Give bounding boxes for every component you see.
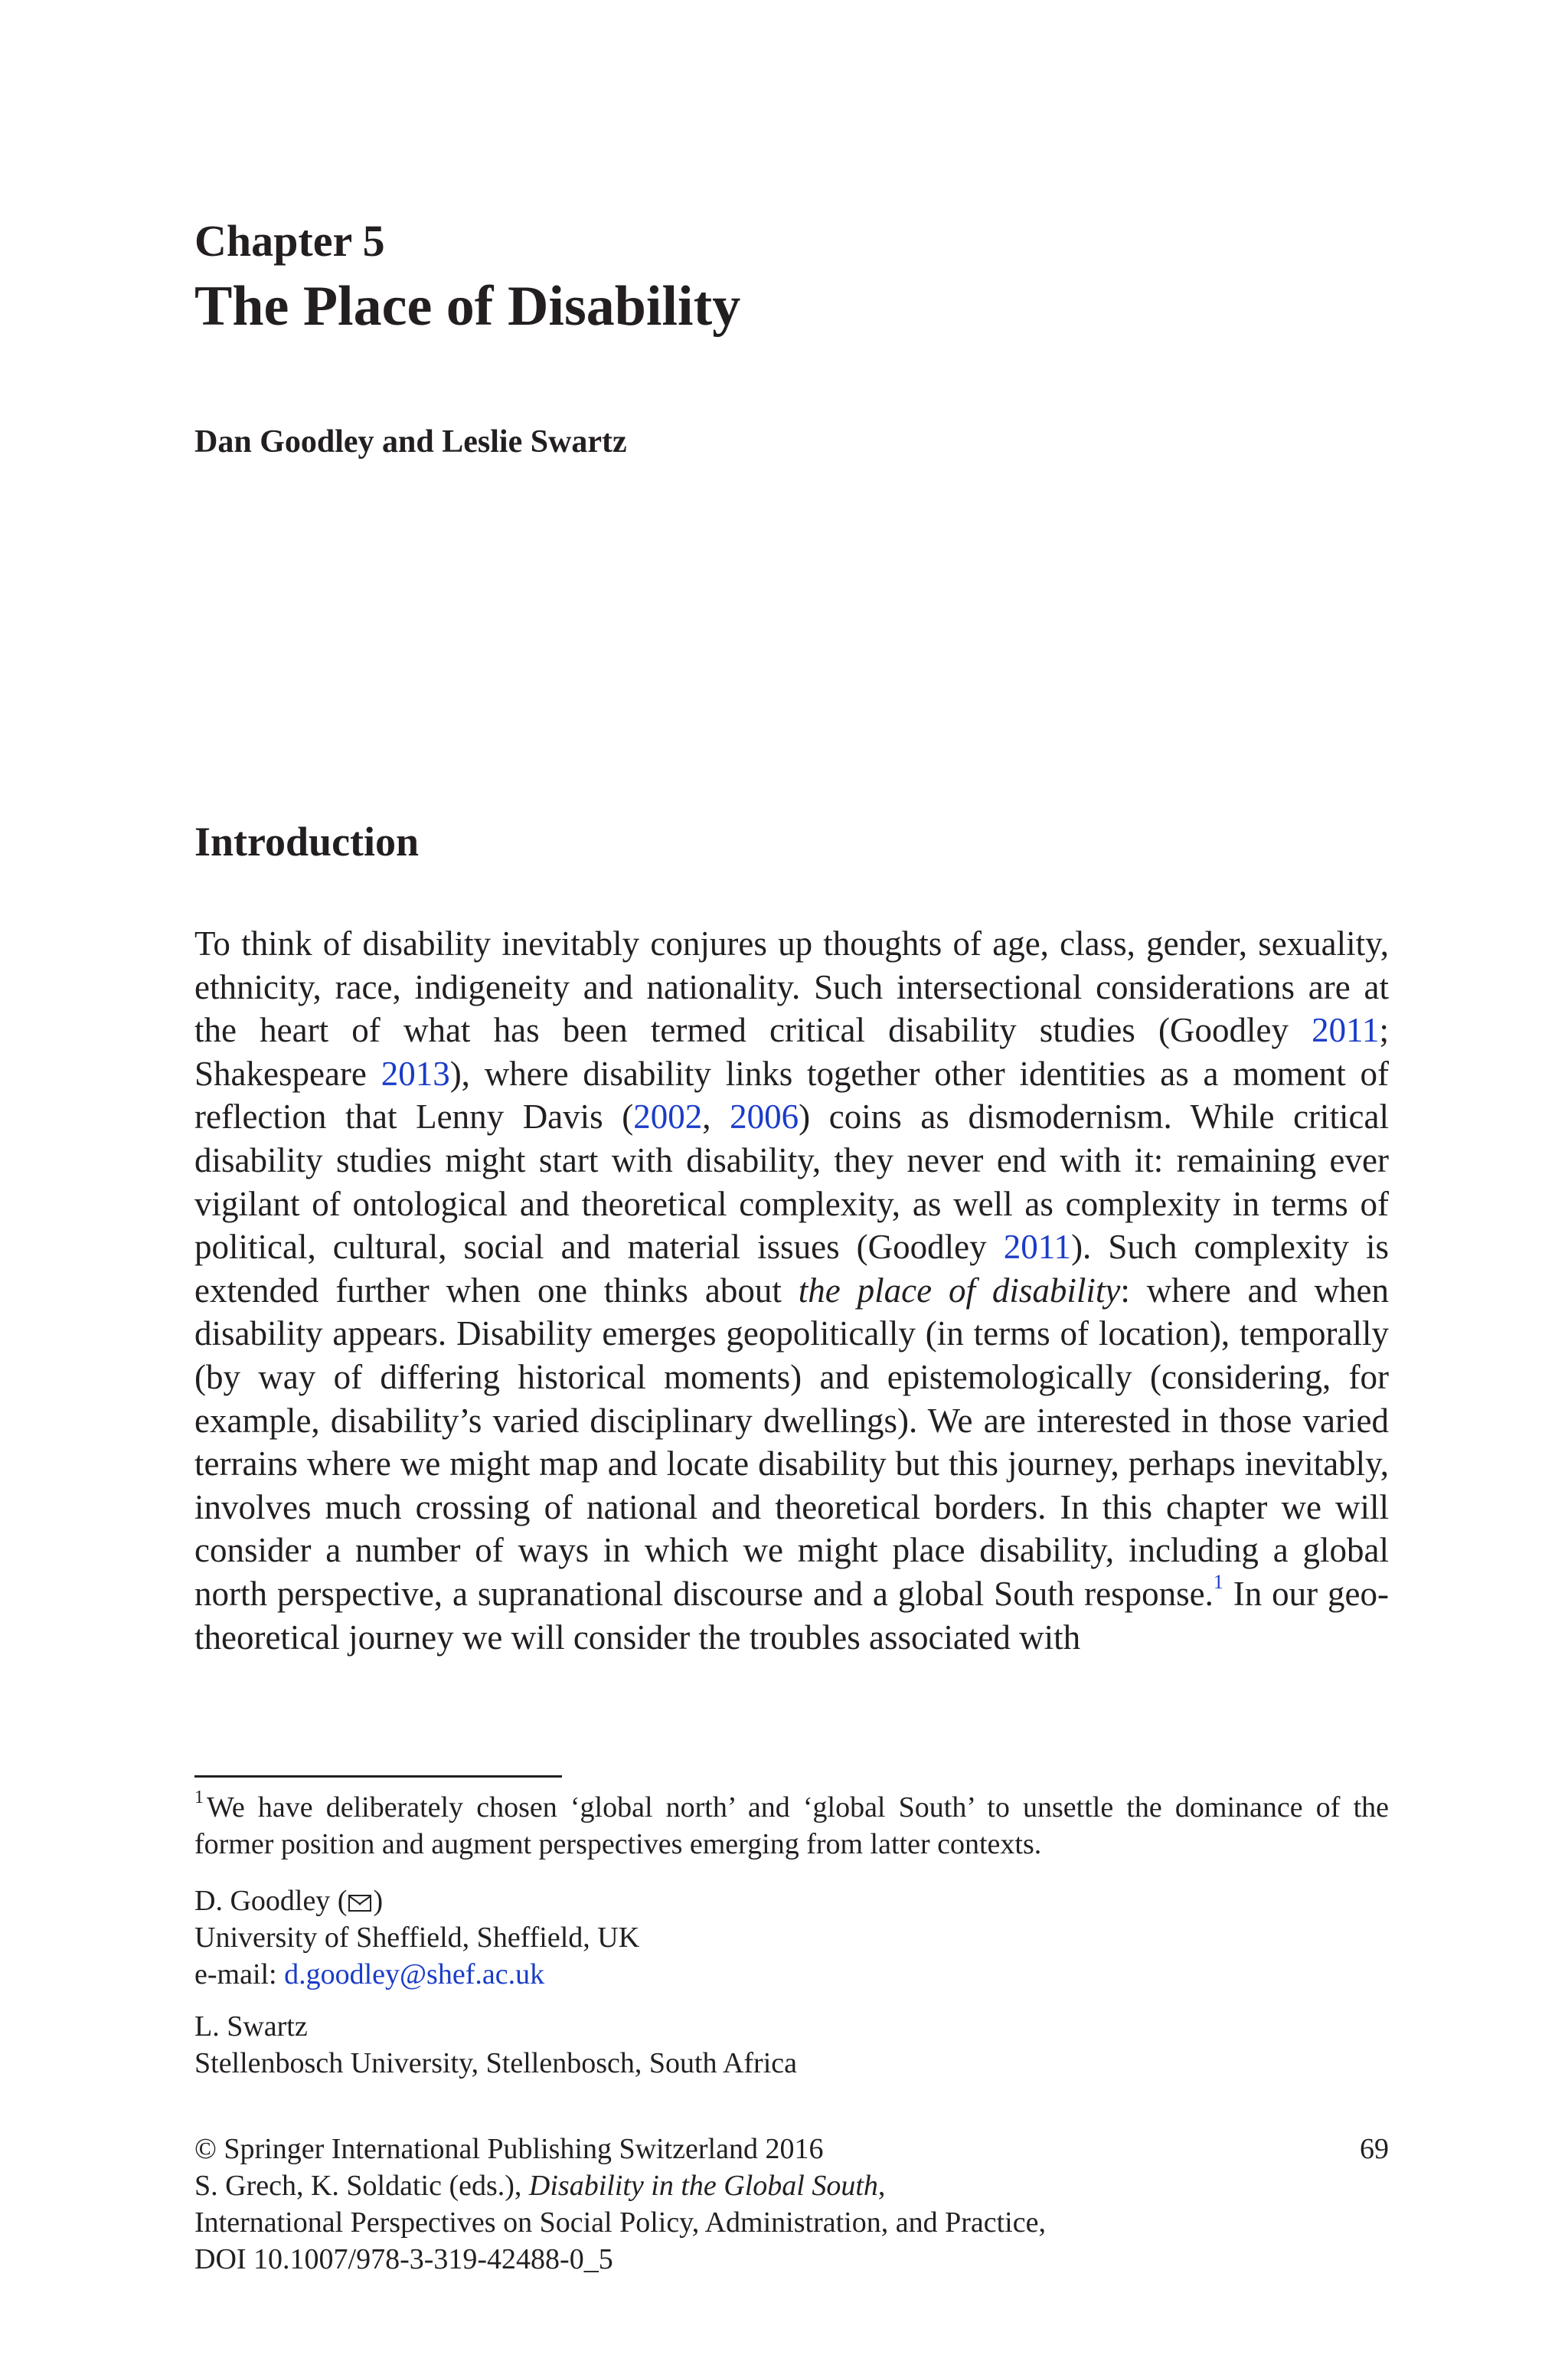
paragraph-text: : where and when disability appears. Disability emerges geopolitically (in terms of location), temporally (by way of differing historical moments) and epistemologically (considering, for example, disability’s varied disciplinary dwellings). We are interested in those varied terrains where we might map and locate disability but this journey, perhaps inevitably, involves much crossing of national and theoretical borders. In this chapter we will consider a number of ways in which we might place disability, including a global north perspective, a supranational discourse and a global South response.: [194, 1271, 1389, 1613]
editors: S. Grech, K. Soldatic (eds.),: [194, 2170, 529, 2202]
author-institution: Stellenbosch University, Stellenbosch, South Africa: [194, 2047, 797, 2079]
paragraph-text: ; Shakespeare: [194, 1011, 1389, 1093]
author-name: D. Goodley (: [194, 1885, 348, 1917]
footnote-text: We have deliberately chosen ‘global north’ and ‘global South’ to unsettle the dominance of the former position and augment perspectives emerging from latter contexts.: [194, 1791, 1389, 1860]
footnote-1: [194, 1789, 1389, 1863]
book-citation-line: [194, 2167, 1190, 2204]
footnote-marker: 1: [194, 1788, 204, 1807]
doi-line: DOI 10.1007/978-3-319-42488-0_5: [194, 2243, 613, 2275]
footnote-reference-1[interactable]: 1: [1213, 1570, 1223, 1593]
citation-link-shakespeare-2013[interactable]: 2013: [381, 1054, 450, 1093]
series-line: International Perspectives on Social Policy, Administration, and Practice,: [194, 2206, 1046, 2239]
citation-link-goodley-2011[interactable]: 2011: [1312, 1011, 1380, 1050]
paragraph-text: ) coins as dismodernism. While critical disability studies might start with disability, they never end with it: remaining ever vigilant of ontological and theoretical complexity, as well as complexity in terms of political, cultural, social and material issues (Goodley: [194, 1097, 1389, 1267]
citation-link-davis-2002[interactable]: 2002: [633, 1097, 703, 1137]
email-link[interactable]: d.goodley@shef.ac.uk: [284, 1958, 545, 1990]
publisher-info: [194, 2131, 1190, 2278]
chapter-title: The Place of Disability: [194, 275, 741, 338]
citation-link-goodley-2011-second[interactable]: 2011: [1003, 1228, 1072, 1267]
affiliation-swartz: [194, 2008, 1389, 2082]
book-title: Disability in the Global South: [528, 2170, 878, 2202]
citation-link-davis-2006[interactable]: 2006: [730, 1097, 799, 1137]
chapter-authors: Dan Goodley and Leslie Swartz: [194, 424, 627, 460]
envelope-icon: [348, 1895, 371, 1912]
author-name: L. Swartz: [194, 2010, 308, 2043]
footnote-divider: [194, 1775, 562, 1778]
copyright-line: © Springer International Publishing Switzerland 2016: [194, 2133, 824, 2165]
chapter-label: Chapter 5: [194, 216, 385, 266]
emphasis-place-of-disability: the place of disability: [798, 1271, 1121, 1310]
introduction-paragraph: [194, 922, 1389, 1659]
paragraph-text: ,: [702, 1097, 730, 1137]
author-name-end: ): [373, 1885, 384, 1917]
paragraph-text: ), where disability links together other identities as a moment of reflection that Lenny Davis (: [194, 1054, 1390, 1137]
editors-end: ,: [877, 2170, 886, 2202]
paragraph-text: In our geo-theoretical journey we will consider the troubles associated with: [194, 1574, 1389, 1657]
affiliation-goodley: [194, 1882, 1389, 1993]
author-institution: University of Sheffield, Sheffield, UK: [194, 1922, 640, 1954]
email-label: e-mail:: [194, 1958, 285, 1990]
author-name-line: [194, 1882, 1389, 1919]
author-email-line: [194, 1956, 1389, 1993]
section-heading-introduction: Introduction: [194, 819, 420, 865]
paragraph-text: To think of disability inevitably conjures up thoughts of age, class, gender, sexuality, ethnicity, race, indigeneity and nationality. Such intersectional considerations are at the heart of what has been termed critical disability studies (Goodley: [194, 924, 1389, 1050]
page-number: 69: [1360, 2133, 1389, 2165]
paragraph-text: ). Such complexity is extended further when one thinks about: [194, 1228, 1389, 1310]
